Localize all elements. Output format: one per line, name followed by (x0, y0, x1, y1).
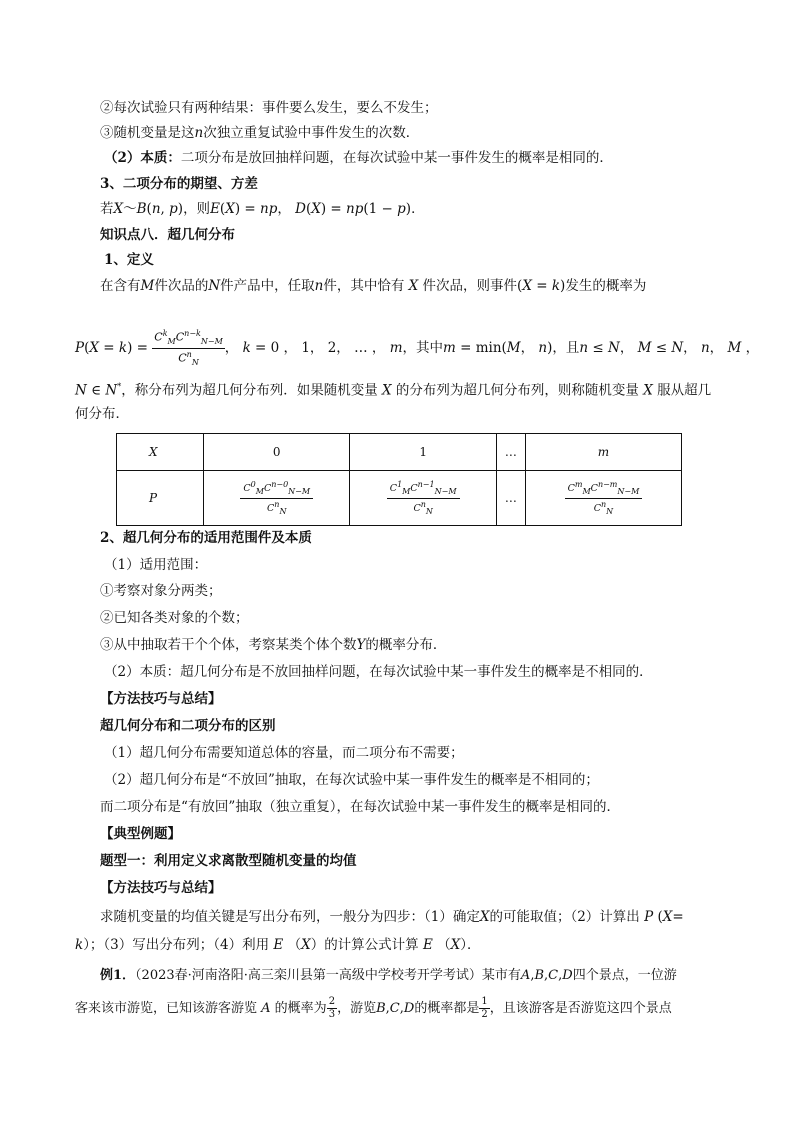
text-line: ③随机变量是这n次独立重复试验中事件发生的次数． (100, 125, 420, 141)
table-cell: $\frac{C^m_MC^{n-m}_{N-M}}{C^n_N}$ (525, 471, 681, 526)
text-line: 何分布． (75, 406, 129, 422)
text-line: 而二项分布是“有放回”抽取（独立重复），在每次试验中某一事件发生的概率是相同的． (100, 799, 621, 815)
text-line: ③从中抽取若干个个体，考察某类个体个数Y的概率分布． (100, 637, 447, 653)
table-header-p: P (117, 471, 204, 526)
distribution-table (116, 433, 682, 526)
text-line: （2）本质：二项分布是放回抽样问题，在每次试验中某一事件发生的概率是相同的． (104, 150, 613, 166)
table-cell: … (496, 434, 525, 471)
text-line: （1）适用范围： (104, 557, 208, 573)
example-line: 客来该市游览，已知该游客游览 A 的概率为 $\frac{2}{3}$ ，游览B,C,D的概率都是 $\frac{1}{2}$ ，且该游客是否游览这四个景点 (75, 996, 672, 1020)
table-cell: … (496, 471, 525, 526)
section-heading: 1、定义 (104, 252, 154, 268)
section-heading: 【典型例题】 (100, 826, 181, 842)
text-line: 求随机变量的均值关键是写出分布列，一般分为四步：（1）确定X的可能取值；（2）计算出 P (X= (100, 909, 684, 925)
section-heading: 知识点八．超几何分布 (100, 227, 235, 243)
section-heading: 【方法技巧与总结】 (100, 691, 222, 707)
section-heading: 【方法技巧与总结】 (100, 880, 222, 896)
formula-line: P(X = k) = $\frac{C^k_MC^{n-k}_{N-M}}{C^n_N}$ ， k = 0 ， 1， 2， … ， m，其中m = min(M， n)，且n ≤ N， M ≤ N， n， M ， (75, 329, 760, 367)
table-row (117, 471, 682, 526)
text-line: ②已知各类对象的个数； (100, 610, 249, 626)
text-line: （1）超几何分布需要知道总体的容量，而二项分布不需要； (104, 745, 464, 761)
table-row (117, 434, 682, 471)
table-cell: m (525, 434, 681, 471)
text-line: （2）超几何分布是“不放回”抽取，在每次试验中某一事件发生的概率是不相同的； (104, 772, 599, 788)
section-heading: 2、超几何分布的适用范围件及本质 (100, 530, 312, 546)
table-cell: $\frac{C^1_MC^{n-1}_{N-M}}{C^n_N}$ (350, 471, 496, 526)
text-line: 若X～B(n, p)，则E(X) = np， D(X) = np(1 − p)． (100, 201, 425, 217)
text-line: k）；（3）写出分布列；（4）利用 E （X）的计算公式计算 E （X）． (75, 937, 481, 953)
example-line: 例1．（2023春·河南洛阳·高三栾川县第一高级中学校考开学考试）某市有A,B,C,D四个景点，一位游 (100, 968, 677, 983)
table-cell: 0 (204, 434, 350, 471)
text-line: N ∈ N*，称分布列为超几何分布列．如果随机变量 X 的分布列为超几何分布列，则称随机变量 X 服从超几 (75, 382, 712, 399)
text-line: （2）本质：超几何分布是不放回抽样问题，在每次试验中某一事件发生的概率是不相同的． (104, 664, 653, 680)
table-cell: $\frac{C^0_MC^{n-0}_{N-M}}{C^n_N}$ (204, 471, 350, 526)
table-header-x: X (117, 434, 204, 471)
section-heading: 超几何分布和二项分布的区别 (100, 718, 276, 734)
text-line: ②每次试验只有两种结果：事件要么发生，要么不发生； (100, 100, 438, 116)
text-line: 在含有M件次品的N件产品中，任取n件，其中恰有 X 件次品，则事件(X = k)发生的概率为 (100, 278, 647, 294)
section-heading: 3、二项分布的期望、方差 (100, 176, 258, 192)
text-line: ①考察对象分两类； (100, 583, 222, 599)
section-heading: 题型一：利用定义求离散型随机变量的均值 (100, 853, 357, 869)
table-cell: 1 (350, 434, 496, 471)
